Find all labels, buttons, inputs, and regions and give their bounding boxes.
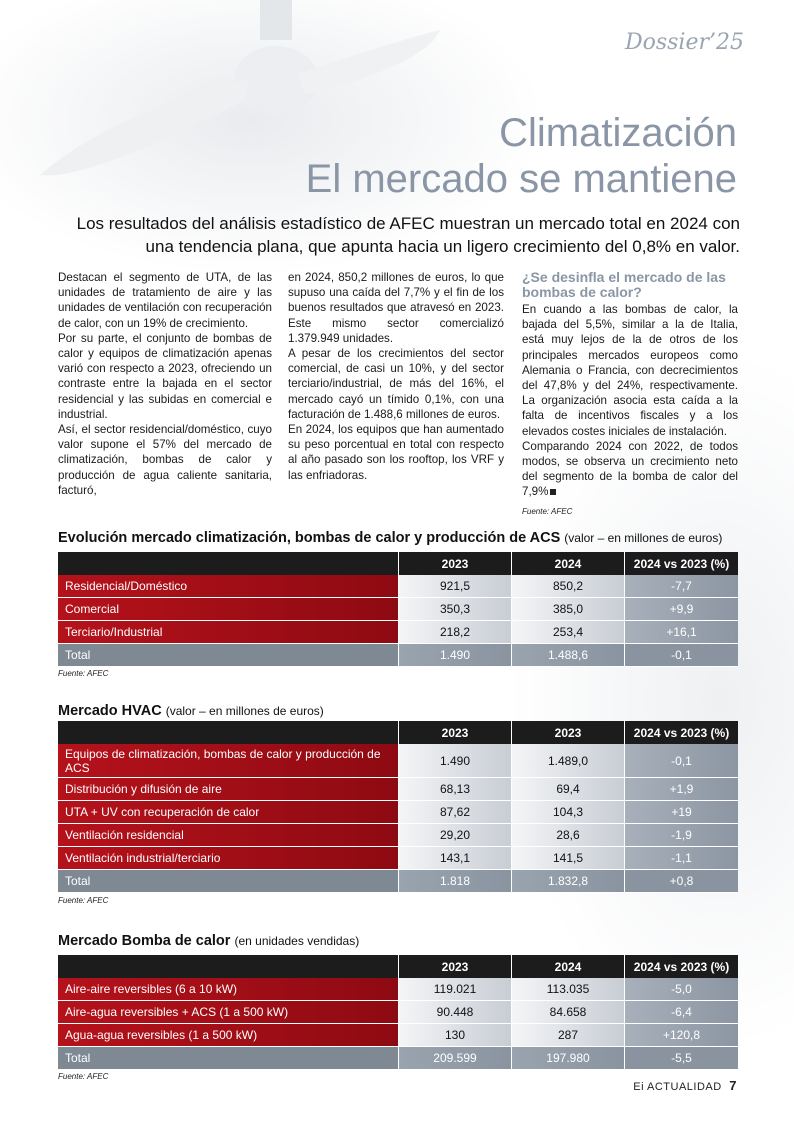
table-row: [58, 824, 738, 847]
value-cell: 253,4: [511, 621, 624, 644]
heat-pump-market-table: [58, 955, 738, 1070]
page-title: [306, 110, 737, 202]
table-title: [58, 703, 324, 719]
value-cell: 1.488,6: [511, 644, 624, 667]
paragraph-text: Comparando 2024 con 2022, de todos modos, se observa un crecimiento neto del segmento de la bomba de calor del 7,9%: [522, 439, 738, 499]
row-label: Residencial/Doméstico: [58, 575, 398, 598]
source-note: Fuente: AFEC: [522, 506, 573, 516]
value-cell: 29,20: [398, 824, 511, 847]
row-label: Equipos de climatización, bombas de calor y producción de ACS: [58, 744, 398, 778]
value-cell: 1.832,8: [511, 870, 624, 893]
page-footer: [633, 1078, 737, 1093]
table-header-row: [58, 721, 738, 744]
table-row: [58, 1001, 738, 1024]
value-cell: 850,2: [511, 575, 624, 598]
table-row: [58, 801, 738, 824]
value-cell: 69,4: [511, 778, 624, 801]
paragraph: [522, 439, 738, 500]
value-cell: 385,0: [511, 598, 624, 621]
table-row: [58, 575, 738, 598]
source-note: Fuente: AFEC: [58, 896, 109, 905]
value-cell: 197.980: [511, 1047, 624, 1070]
row-label: Aire-aire reversibles (6 a 10 kW): [58, 978, 398, 1001]
percent-cell: +19: [624, 801, 738, 824]
value-cell: 1.490: [398, 744, 511, 778]
market-evolution-table: [58, 552, 738, 667]
total-row: [58, 1047, 738, 1070]
value-cell: 218,2: [398, 621, 511, 644]
table-row: [58, 1024, 738, 1047]
hvac-market-table: [58, 721, 738, 893]
text-column-1: [58, 270, 272, 498]
row-label: Ventilación residencial: [58, 824, 398, 847]
value-cell: 209.599: [398, 1047, 511, 1070]
value-cell: 921,5: [398, 575, 511, 598]
row-label: Agua-agua reversibles (1 a 500 kW): [58, 1024, 398, 1047]
percent-cell: -6,4: [624, 1001, 738, 1024]
percent-cell: +9,9: [624, 598, 738, 621]
value-cell: 350,3: [398, 598, 511, 621]
table-row: [58, 598, 738, 621]
table-row: [58, 778, 738, 801]
lead-paragraph: Los resultados del análisis estadístico de AFEC muestran un mercado total en 2024 con una tendencia plana, que apunta hacia un ligero crecimiento del 0,8% en valor.: [76, 214, 740, 256]
value-cell: 143,1: [398, 847, 511, 870]
paragraph: en 2024, 850,2 millones de euros, lo que supuso una caída del 7,7% y el fin de los buenos resultados que atravesó en 2023. Este mismo sector comercializó 1.379.949 unidades.: [288, 271, 504, 345]
value-cell: 84.658: [511, 1001, 624, 1024]
value-cell: 28,6: [511, 824, 624, 847]
header-cell: [58, 955, 398, 978]
table-unit: (valor – en millones de euros): [165, 704, 324, 718]
percent-cell: -5,5: [624, 1047, 738, 1070]
source-note: Fuente: AFEC: [58, 669, 109, 678]
section-label: Dossier’25: [624, 30, 744, 55]
row-label: Ventilación industrial/terciario: [58, 847, 398, 870]
table-header-row: [58, 955, 738, 978]
table-header-row: [58, 552, 738, 575]
row-label: Total: [58, 870, 398, 893]
header-cell: 2023: [398, 955, 511, 978]
header-cell: 2024: [511, 552, 624, 575]
value-cell: 1.490: [398, 644, 511, 667]
table-unit: (en unidades vendidas): [234, 934, 360, 948]
table-title: [58, 530, 722, 546]
paragraph: Así, el sector residencial/doméstico, cuyo valor supone el 57% del mercado de climatización, bombas de calor y producción de agua caliente sanitaria, facturó,: [58, 423, 272, 497]
value-cell: 1.818: [398, 870, 511, 893]
paragraph: En cuando a las bombas de calor, la bajada del 5,5%, similar a la de Italia, está muy lejos de la de otros de los principales mercados europeos como Alemania o Francia, con decrecimientos del 47,8% y del 24%, respectivamente. La organización asocia esta caída a la falta de incentivos fiscales y a los elevados costes iniciales de instalación.: [522, 303, 738, 438]
table-title: [58, 933, 359, 949]
header-cell: [58, 721, 398, 744]
table-row: [58, 744, 738, 778]
value-cell: 141,5: [511, 847, 624, 870]
percent-cell: -7,7: [624, 575, 738, 598]
text-column-2: [288, 270, 504, 483]
table-title-text: Evolución mercado climatización, bombas de calor y producción de ACS: [58, 530, 561, 546]
percent-cell: +120,8: [624, 1024, 738, 1047]
value-cell: 90.448: [398, 1001, 511, 1024]
percent-cell: +1,9: [624, 778, 738, 801]
paragraph: Destacan el segmento de UTA, de las unidades de tratamiento de aire y las unidades de ventilación con recuperación de calor, con un 19% de crecimiento.: [58, 271, 272, 330]
text-column-3: [522, 270, 738, 519]
percent-cell: +0,8: [624, 870, 738, 893]
row-label: Comercial: [58, 598, 398, 621]
percent-cell: -0,1: [624, 744, 738, 778]
total-row: [58, 644, 738, 667]
page-number: 7: [729, 1078, 737, 1093]
end-mark-icon: [550, 489, 556, 495]
header-cell: 2024 vs 2023 (%): [624, 955, 738, 978]
total-row: [58, 870, 738, 893]
header-cell: 2024 vs 2023 (%): [624, 721, 738, 744]
percent-cell: +16,1: [624, 621, 738, 644]
table-unit: (valor – en millones de euros): [564, 531, 723, 545]
table-row: [58, 847, 738, 870]
source-note: Fuente: AFEC: [58, 1072, 109, 1081]
table-title-text: Mercado Bomba de calor: [58, 933, 231, 949]
percent-cell: -0,1: [624, 644, 738, 667]
percent-cell: -1,1: [624, 847, 738, 870]
value-cell: 287: [511, 1024, 624, 1047]
value-cell: 113.035: [511, 978, 624, 1001]
header-cell: 2023: [398, 552, 511, 575]
percent-cell: -1,9: [624, 824, 738, 847]
row-label: Total: [58, 1047, 398, 1070]
table-row: [58, 978, 738, 1001]
column-heading: ¿Se desinfla el mercado de las bombas de calor?: [522, 269, 726, 300]
row-label: Distribución y difusión de aire: [58, 778, 398, 801]
table-row: [58, 621, 738, 644]
header-cell: 2023: [511, 721, 624, 744]
row-label: Aire-agua reversibles + ACS (1 a 500 kW): [58, 1001, 398, 1024]
header-cell: 2024: [511, 955, 624, 978]
publication-name: Ei ACTUALIDAD: [633, 1081, 722, 1093]
row-label: Terciario/Industrial: [58, 621, 398, 644]
paragraph: En 2024, los equipos que han aumentado su peso porcentual en total con respecto al año pasado son los rooftop, los VRF y las enfriadoras.: [288, 423, 504, 482]
value-cell: 130: [398, 1024, 511, 1047]
value-cell: 1.489,0: [511, 744, 624, 778]
title-line: Climatización: [499, 111, 737, 155]
value-cell: 87,62: [398, 801, 511, 824]
header-cell: [58, 552, 398, 575]
percent-cell: -5,0: [624, 978, 738, 1001]
header-cell: 2024 vs 2023 (%): [624, 552, 738, 575]
paragraph: Por su parte, el conjunto de bombas de calor y equipos de climatización apenas varió con respecto a 2023, ofreciendo un contraste entre la bajada en el sector residencial y las subidas en comercial e industrial.: [58, 331, 272, 421]
table-title-text: Mercado HVAC: [58, 703, 162, 719]
header-cell: 2023: [398, 721, 511, 744]
value-cell: 119.021: [398, 978, 511, 1001]
subtitle-line: El mercado se mantiene: [305, 157, 737, 201]
row-label: Total: [58, 644, 398, 667]
value-cell: 68,13: [398, 778, 511, 801]
value-cell: 104,3: [511, 801, 624, 824]
paragraph: A pesar de los crecimientos del sector comercial, de casi un 10%, y del sector terciario/industrial, de más del 16%, el mercado cayó un tímido 0,1%, con una facturación de 1.488,6 millones de euros.: [288, 347, 504, 421]
row-label: UTA + UV con recuperación de calor: [58, 801, 398, 824]
